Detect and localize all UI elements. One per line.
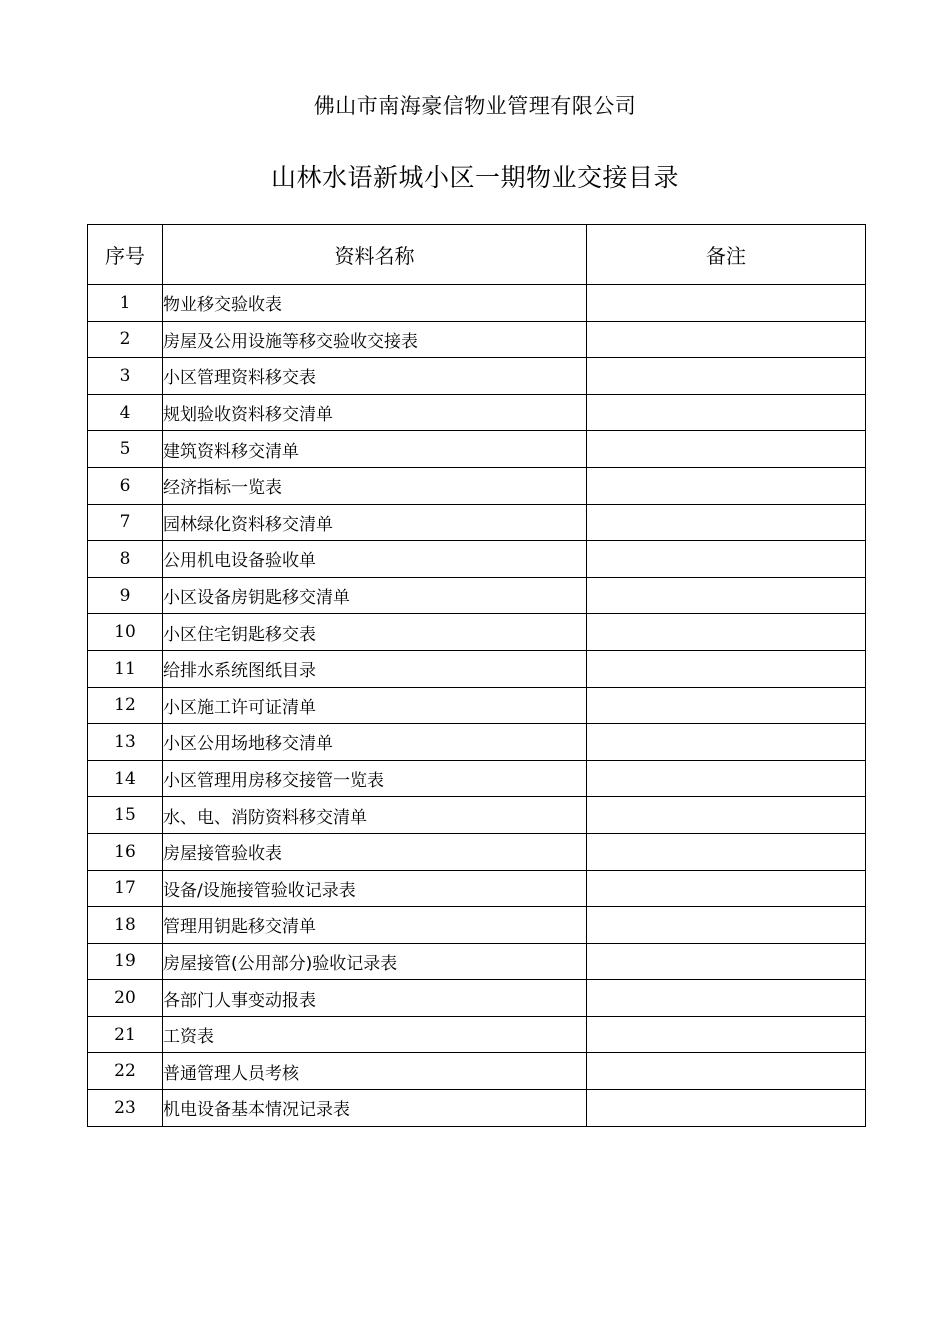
row-document-name: 工资表 bbox=[163, 1016, 587, 1053]
row-document-name: 普通管理人员考核 bbox=[163, 1053, 587, 1090]
row-remark bbox=[587, 541, 866, 578]
row-remark bbox=[587, 467, 866, 504]
row-serial-number: 8 bbox=[88, 541, 163, 578]
row-serial-number: 19 bbox=[88, 943, 163, 980]
row-serial-number: 21 bbox=[88, 1016, 163, 1053]
row-remark bbox=[587, 394, 866, 431]
table-row bbox=[88, 577, 866, 614]
document-title: 山林水语新城小区一期物业交接目录 bbox=[270, 163, 679, 192]
row-serial-number: 15 bbox=[88, 797, 163, 834]
table-row bbox=[88, 431, 866, 468]
row-document-name: 水、电、消防资料移交清单 bbox=[163, 797, 587, 834]
row-serial-number: 9 bbox=[88, 577, 163, 614]
row-serial-number: 3 bbox=[88, 358, 163, 395]
row-serial-number: 10 bbox=[88, 614, 163, 651]
row-remark bbox=[587, 797, 866, 834]
row-remark bbox=[587, 614, 866, 651]
row-remark bbox=[587, 943, 866, 980]
handover-catalog-table bbox=[87, 224, 866, 1127]
row-document-name: 园林绿化资料移交清单 bbox=[163, 504, 587, 541]
row-serial-number: 16 bbox=[88, 833, 163, 870]
row-serial-number: 4 bbox=[88, 394, 163, 431]
row-document-name: 小区管理用房移交接管一览表 bbox=[163, 760, 587, 797]
row-document-name: 规划验收资料移交清单 bbox=[163, 394, 587, 431]
row-document-name: 各部门人事变动报表 bbox=[163, 980, 587, 1017]
row-document-name: 设备/设施接管验收记录表 bbox=[163, 870, 587, 907]
table-row bbox=[88, 358, 866, 395]
row-document-name: 小区公用场地移交清单 bbox=[163, 724, 587, 761]
table-row bbox=[88, 650, 866, 687]
row-remark bbox=[587, 760, 866, 797]
table-row bbox=[88, 1053, 866, 1090]
row-serial-number: 22 bbox=[88, 1053, 163, 1090]
row-serial-number: 13 bbox=[88, 724, 163, 761]
table-row bbox=[88, 614, 866, 651]
row-remark bbox=[587, 1053, 866, 1090]
row-serial-number: 2 bbox=[88, 321, 163, 358]
row-remark bbox=[587, 980, 866, 1017]
table-row bbox=[88, 1090, 866, 1127]
row-document-name: 管理用钥匙移交清单 bbox=[163, 907, 587, 944]
row-serial-number: 14 bbox=[88, 760, 163, 797]
row-remark bbox=[587, 907, 866, 944]
row-remark bbox=[587, 650, 866, 687]
table-row bbox=[88, 285, 866, 322]
company-name: 佛山市南海豪信物业管理有限公司 bbox=[313, 94, 637, 118]
row-remark bbox=[587, 321, 866, 358]
row-remark bbox=[587, 431, 866, 468]
header-remark: 备注 bbox=[587, 225, 866, 285]
table-header-row bbox=[88, 225, 866, 285]
row-document-name: 物业移交验收表 bbox=[163, 285, 587, 322]
row-serial-number: 5 bbox=[88, 431, 163, 468]
row-remark bbox=[587, 724, 866, 761]
table-row bbox=[88, 687, 866, 724]
row-remark bbox=[587, 504, 866, 541]
table-row bbox=[88, 907, 866, 944]
row-serial-number: 6 bbox=[88, 467, 163, 504]
header-document-name: 资料名称 bbox=[163, 225, 587, 285]
row-document-name: 经济指标一览表 bbox=[163, 467, 587, 504]
row-serial-number: 20 bbox=[88, 980, 163, 1017]
row-serial-number: 12 bbox=[88, 687, 163, 724]
row-document-name: 机电设备基本情况记录表 bbox=[163, 1090, 587, 1127]
table-row bbox=[88, 980, 866, 1017]
table-row bbox=[88, 394, 866, 431]
row-document-name: 小区住宅钥匙移交表 bbox=[163, 614, 587, 651]
table-row bbox=[88, 1016, 866, 1053]
row-remark bbox=[587, 1090, 866, 1127]
row-document-name: 小区施工许可证清单 bbox=[163, 687, 587, 724]
row-document-name: 给排水系统图纸目录 bbox=[163, 650, 587, 687]
row-serial-number: 17 bbox=[88, 870, 163, 907]
row-document-name: 小区设备房钥匙移交清单 bbox=[163, 577, 587, 614]
row-document-name: 公用机电设备验收单 bbox=[163, 541, 587, 578]
table-row bbox=[88, 504, 866, 541]
row-document-name: 小区管理资料移交表 bbox=[163, 358, 587, 395]
row-remark bbox=[587, 870, 866, 907]
row-remark bbox=[587, 687, 866, 724]
row-serial-number: 18 bbox=[88, 907, 163, 944]
row-document-name: 房屋接管(公用部分)验收记录表 bbox=[163, 943, 587, 980]
table-row bbox=[88, 467, 866, 504]
table-row bbox=[88, 760, 866, 797]
row-serial-number: 11 bbox=[88, 650, 163, 687]
table-body bbox=[88, 285, 866, 1127]
row-remark bbox=[587, 577, 866, 614]
row-remark bbox=[587, 1016, 866, 1053]
table-row bbox=[88, 833, 866, 870]
table-row bbox=[88, 870, 866, 907]
row-document-name: 房屋接管验收表 bbox=[163, 833, 587, 870]
table-row bbox=[88, 541, 866, 578]
table-row bbox=[88, 797, 866, 834]
row-remark bbox=[587, 833, 866, 870]
table-row bbox=[88, 321, 866, 358]
header-serial-number: 序号 bbox=[88, 225, 163, 285]
row-remark bbox=[587, 358, 866, 395]
row-document-name: 建筑资料移交清单 bbox=[163, 431, 587, 468]
row-serial-number: 7 bbox=[88, 504, 163, 541]
row-document-name: 房屋及公用设施等移交验收交接表 bbox=[163, 321, 587, 358]
table-row bbox=[88, 724, 866, 761]
row-remark bbox=[587, 285, 866, 322]
row-serial-number: 23 bbox=[88, 1090, 163, 1127]
table-row bbox=[88, 943, 866, 980]
row-serial-number: 1 bbox=[88, 285, 163, 322]
